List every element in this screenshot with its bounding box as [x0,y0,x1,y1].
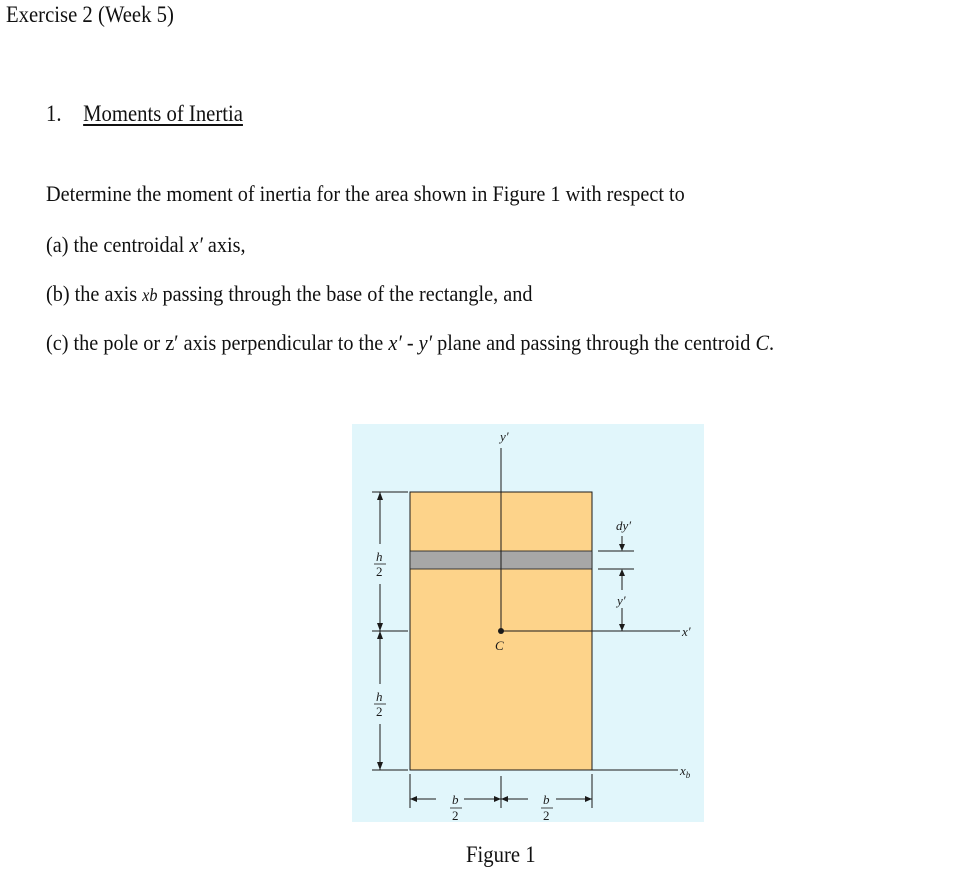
two-label-right: 2 [543,808,550,822]
centroid-point [498,628,504,634]
part-b-symbol: xb [142,285,158,305]
x-prime-label: x′ [682,624,691,639]
two-label-left: 2 [452,808,459,822]
part-c-symbol-y: y′ [418,330,433,355]
problem-intro: Determine the moment of inertia for the area shown in Figure 1 with respect to [46,181,685,206]
two-label-bottom: 2 [376,704,383,719]
h-label-bottom: h [376,689,383,704]
part-c-symbol-x: x′ [388,330,402,355]
centroid-label: C [495,638,504,653]
y-distance-label: y′ [617,593,626,608]
part-c-symbol-c: C [755,330,769,355]
figure-1 [352,424,704,822]
b-label-left: b [452,792,459,807]
part-a-symbol: x′ [189,232,203,257]
part-b-prefix: (b) the axis [46,281,143,306]
figure-diagram [352,424,704,822]
section-heading [46,101,243,127]
dy-label: dy′ [616,518,632,533]
h-label-top: h [376,549,383,564]
part-c-mid2: plane and passing through the centroid [432,330,756,355]
part-a-prefix: (a) the centroidal [46,232,190,257]
figure-caption: Figure 1 [466,842,536,867]
xb-label: $x_b$ [680,763,691,780]
part-c-end: . [768,330,775,355]
part-a-suffix: axis, [202,232,246,257]
part-c-mid: - [401,330,419,355]
b-label-right: b [543,792,550,807]
page-title: Exercise 2 (Week 5) [6,2,174,27]
two-label-top: 2 [376,564,383,579]
part-a [46,232,246,258]
part-c-prefix: (c) the pole or z′ axis perpendicular to the [46,330,389,355]
part-b-suffix: passing through the base of the rectangle, and [157,281,533,306]
part-b [46,281,533,307]
section-title: Moments of Inertia [83,101,243,126]
section-number: 1. [46,101,62,126]
y-prime-label: y′ [500,429,509,444]
part-c [46,330,774,356]
